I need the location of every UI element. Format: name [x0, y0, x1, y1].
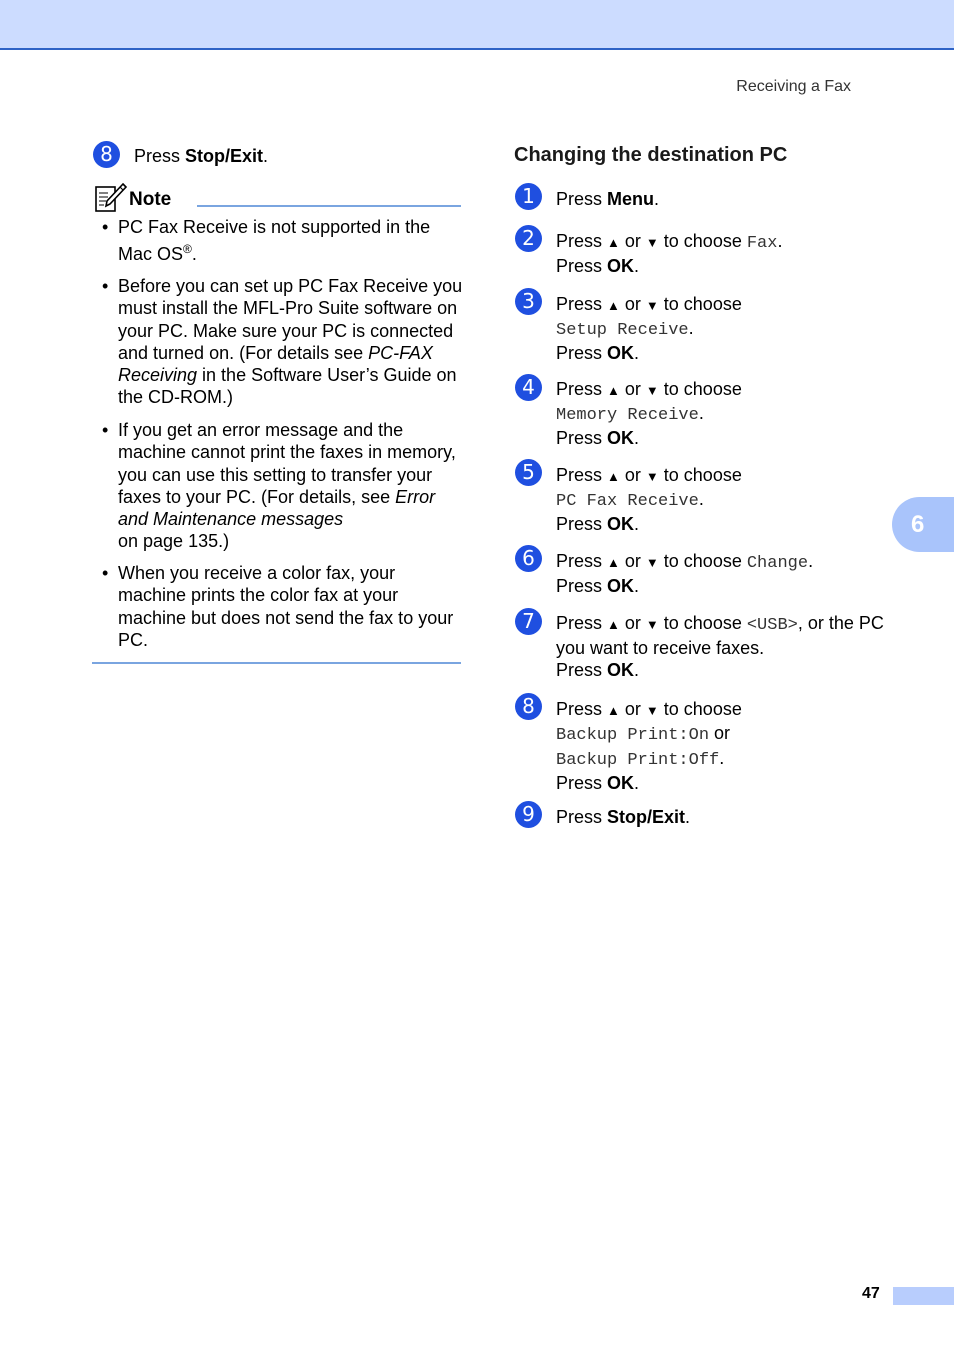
up-arrow-icon: ▲ [607, 298, 620, 313]
running-header: Receiving a Fax [736, 78, 851, 95]
down-arrow-icon: ▼ [645, 383, 659, 398]
step-1-text: Press Menu. [556, 189, 660, 209]
up-arrow-icon: ▲ [607, 703, 620, 718]
step-7-text: Press ▲ or ▼ to choose <USB>, or the PC you want to receive faxes. Press OK. [556, 613, 884, 680]
up-arrow-icon: ▲ [607, 469, 620, 484]
step-text: Press Stop/Exit. [134, 146, 269, 166]
step-8-badge: 8 [515, 693, 542, 720]
section-heading: Changing the destination PC [514, 144, 788, 166]
chapter-tab: 6 [892, 497, 954, 552]
up-arrow-icon: ▲ [607, 617, 620, 632]
bullet-2: • [102, 276, 109, 296]
note-title: Note [129, 189, 172, 210]
step-3-text: Press ▲ or ▼ to choose Setup Receive. Press OK. [556, 294, 742, 363]
top-header-band [0, 0, 954, 50]
step-7-badge: 7 [515, 608, 542, 635]
bullet-3: • [102, 420, 109, 440]
step-8-text: Press ▲ or ▼ to choose Backup Print:On or Backup Print:Off. Press OK. [556, 699, 742, 793]
down-arrow-icon: ▼ [645, 703, 659, 718]
down-arrow-icon: ▼ [645, 298, 659, 313]
up-arrow-icon: ▲ [607, 383, 620, 398]
step-2-badge: 2 [515, 225, 542, 252]
step-5-badge: 5 [515, 459, 542, 486]
step-number-badge: 8 [93, 141, 120, 168]
down-arrow-icon: ▼ [645, 617, 659, 632]
down-arrow-icon: ▼ [645, 555, 659, 570]
note-item-2: Before you can set up PC Fax Receive you must install the MFL-Pro Suite software on your PC. Make sure your PC is connected and turned on. (For details see PC-FAX Receiving in the Software User’s Guide on the CD-ROM.) [118, 276, 463, 408]
note-rule-top [197, 205, 461, 207]
note-item-3: If you get an error message and the machine cannot print the faxes in memory, you can use this setting to transfer your faxes to your PC. (For details, see Error and Maintenance messages on page 135.) [118, 420, 456, 552]
down-arrow-icon: ▼ [645, 469, 659, 484]
step-1-badge: 1 [515, 183, 542, 210]
note-item-4: When you receive a color fax, your machine prints the color fax at your machine but does not send the fax to your PC. [118, 563, 454, 650]
up-arrow-icon: ▲ [607, 555, 620, 570]
step-4-badge: 4 [515, 374, 542, 401]
step-9-text: Press Stop/Exit. [556, 807, 691, 827]
bullet-1: • [102, 217, 109, 237]
step-5-text: Press ▲ or ▼ to choose PC Fax Receive. Press OK. [556, 465, 742, 534]
step-3-badge: 3 [515, 288, 542, 315]
note-rule-bottom [92, 662, 461, 664]
step-9-badge: 9 [515, 801, 542, 828]
note-item-1: PC Fax Receive is not supported in the Mac OS®. [118, 217, 431, 265]
note-pencil-icon [94, 182, 128, 214]
step-4-text: Press ▲ or ▼ to choose Memory Receive. Press OK. [556, 379, 742, 448]
page-number: 47 [862, 1285, 880, 1302]
up-arrow-icon: ▲ [607, 235, 620, 250]
page-footer-bar [893, 1287, 954, 1305]
down-arrow-icon: ▼ [645, 235, 659, 250]
step-6-badge: 6 [515, 545, 542, 572]
step-2-text: Press ▲ or ▼ to choose Fax. Press OK. [556, 231, 783, 276]
bullet-4: • [102, 563, 109, 583]
step-6-text: Press ▲ or ▼ to choose Change. Press OK. [556, 551, 814, 596]
